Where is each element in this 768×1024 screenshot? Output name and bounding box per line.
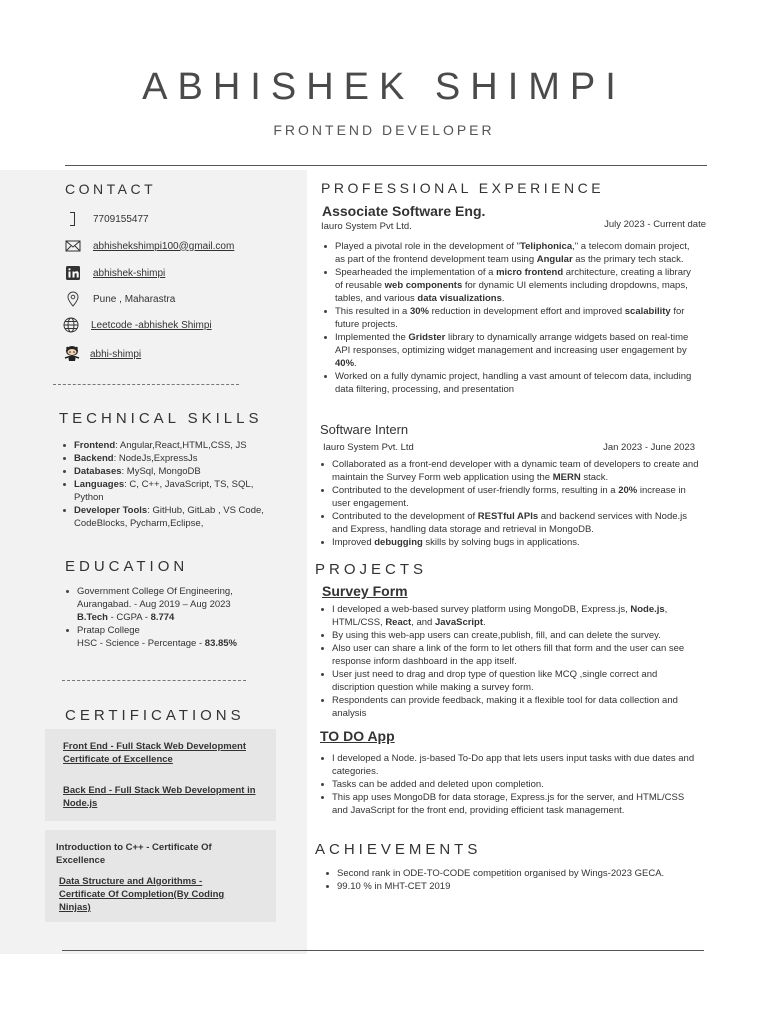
job-dates: July 2023 - Current date xyxy=(604,219,706,230)
linkedin-icon xyxy=(65,265,81,281)
certificate-box xyxy=(45,729,276,821)
contact-phone xyxy=(65,211,149,227)
certificate-item[interactable]: Data Structure and Algorithms - Certificate Of Completion(By Coding Ninjas) xyxy=(59,876,225,913)
leetcode-link[interactable]: Leetcode -abhishek Shimpi xyxy=(91,319,212,331)
education-item: Pratap College HSC - Science - Percentage - 83.85% xyxy=(65,624,280,650)
mail-icon xyxy=(65,238,81,254)
linkedin-link[interactable]: abhishek-shimpi xyxy=(93,267,166,279)
job-bullet: Contributed to the development of user-friendly forms, resulting in a 20% increase in user engagement. xyxy=(320,484,700,510)
certificate-item[interactable]: Front End - Full Stack Web Development Certificate of Excellence xyxy=(63,741,246,765)
location-pin-icon xyxy=(65,291,81,307)
project-bullet: Tasks can be added and deleted upon completion. xyxy=(320,778,700,791)
skills-list xyxy=(62,439,277,530)
github-octocat-icon xyxy=(62,344,82,364)
job-title: Associate Software Eng. xyxy=(322,203,486,219)
job-bullets xyxy=(320,458,700,549)
job-bullet: Collaborated as a front-end developer with a dynamic team of developers to create and maintain the Survey Form web application using the MERN stack. xyxy=(320,458,700,484)
education-item: Government College Of Engineering, Aurangabad. - Aug 2019 – Aug 2023 B.Tech - CGPA - 8.774 xyxy=(65,585,280,624)
phone-text: 7709155477 xyxy=(93,213,149,225)
contact-linkedin[interactable] xyxy=(65,265,165,281)
job-bullet: This resulted in a 30% reduction in development effort and improved scalability for future projects. xyxy=(323,305,701,331)
skill-item: Databases: MySql, MongoDB xyxy=(62,465,277,478)
location-text: Pune , Maharastra xyxy=(93,293,176,305)
candidate-role: FRONTEND DEVELOPER xyxy=(273,122,495,138)
skill-item: Developer Tools: GitHub, GitLab , VS Code, CodeBlocks, Pycharm,Eclipse, xyxy=(62,504,277,530)
contact-heading: CONTACT xyxy=(65,181,157,197)
experience-heading: PROFESSIONAL EXPERIENCE xyxy=(321,180,605,196)
education-list xyxy=(65,585,280,650)
job-bullet: Improved debugging skills by solving bugs in applications. xyxy=(320,536,700,549)
project-title: Survey Form xyxy=(322,583,408,599)
achievement-item: Second rank in ODE-TO-CODE competition organised by Wings-2023 GECA. xyxy=(325,867,703,880)
skill-item: Languages: C, C++, JavaScript, TS, SQL, Python xyxy=(62,478,277,504)
job-dates: Jan 2023 - June 2023 xyxy=(603,442,695,453)
project-bullet: I developed a web-based survey platform using MongoDB, Express.js, Node.js, HTML/CSS, React, and JavaScript. xyxy=(320,603,702,629)
sidebar-divider xyxy=(53,384,239,385)
job-bullet: Spearheaded the implementation of a micro frontend architecture, creating a library of reusable web components for dynamic UI elements including dropdowns, maps, tables, and various data visualizations. xyxy=(323,266,701,305)
project-bullet: Respondents can provide feedback, making it a flexible tool for data collection and analysis xyxy=(320,694,702,720)
phone-icon xyxy=(65,211,81,227)
skills-heading: TECHNICAL SKILLS xyxy=(59,410,263,427)
job-bullet: Played a pivotal role in the development of "Teliphonica," a telecom domain project, as part of the frontend development team using Angular as the primary tech stack. xyxy=(323,240,701,266)
certificate-item: Introduction to C++ - Certificate Of Excellence xyxy=(56,842,212,866)
certifications-heading: CERTIFICATIONS xyxy=(65,707,245,724)
globe-icon xyxy=(63,317,79,333)
achievements-heading: ACHIEVEMENTS xyxy=(315,841,482,858)
skill-item: Frontend: Angular,React,HTML,CSS, JS xyxy=(62,439,277,452)
job-title: Software Intern xyxy=(320,422,409,437)
job-bullet: Implemented the Gridster library to dynamically arrange widgets based on real-time API responses, optimizing widget management and increasing user engagement by 40%. xyxy=(323,331,701,370)
job-bullet: Worked on a fully dynamic project, handling a vast amount of telecom data, including data filtering, processing, and presentation xyxy=(323,370,701,396)
job-bullets xyxy=(323,240,701,396)
github-link[interactable]: abhi-shimpi xyxy=(90,348,142,360)
certificate-item[interactable]: Back End - Full Stack Web Development in Node.js xyxy=(63,785,256,809)
bottom-divider xyxy=(62,950,704,951)
candidate-name: ABHISHEK SHIMPI xyxy=(142,66,626,108)
project-bullet: I developed a Node. js-based To-Do app that lets users input tasks with due dates and categories. xyxy=(320,752,700,778)
project-bullet: By using this web-app users can create,publish, fill, and can delete the survey. xyxy=(320,629,702,642)
project-title: TO DO App xyxy=(320,728,395,744)
contact-github[interactable] xyxy=(62,344,141,364)
project-bullet: Also user can share a link of the form to let others fill that form and the user can see response inform dashboard in the app itself. xyxy=(320,642,702,668)
job-company: Iauro System Pvt Ltd. xyxy=(321,221,412,232)
project-bullets xyxy=(320,752,700,817)
contact-email[interactable] xyxy=(65,238,234,254)
project-bullet: This app uses MongoDB for data storage, Express.js for the server, and HTML/CSS and JavaScript for the front end, providing efficient task management. xyxy=(320,791,700,817)
contact-location xyxy=(65,291,175,307)
achievement-list xyxy=(325,867,703,893)
education-heading: EDUCATION xyxy=(65,558,189,575)
job-company: Iauro System Pvt. Ltd xyxy=(323,442,414,453)
email-link[interactable]: abhishekshimpi100@gmail.com xyxy=(93,240,235,252)
certificate-box xyxy=(45,830,276,922)
projects-heading: PROJECTS xyxy=(315,561,428,578)
job-bullet: Contributed to the development of RESTful APIs and backend services with Node.js and Express, handling data storage and retrieval in MongoDB. xyxy=(320,510,700,536)
skill-item: Backend: NodeJs,ExpressJs xyxy=(62,452,277,465)
top-divider xyxy=(65,165,707,166)
project-bullet: User just need to drag and drop type of question like MCQ ,single correct and discription question while making a survey form. xyxy=(320,668,702,694)
sidebar-divider xyxy=(62,680,246,681)
contact-leetcode[interactable] xyxy=(63,317,212,333)
project-bullets xyxy=(320,603,702,720)
achievement-item: 99.10 % in MHT-CET 2019 xyxy=(325,880,703,893)
